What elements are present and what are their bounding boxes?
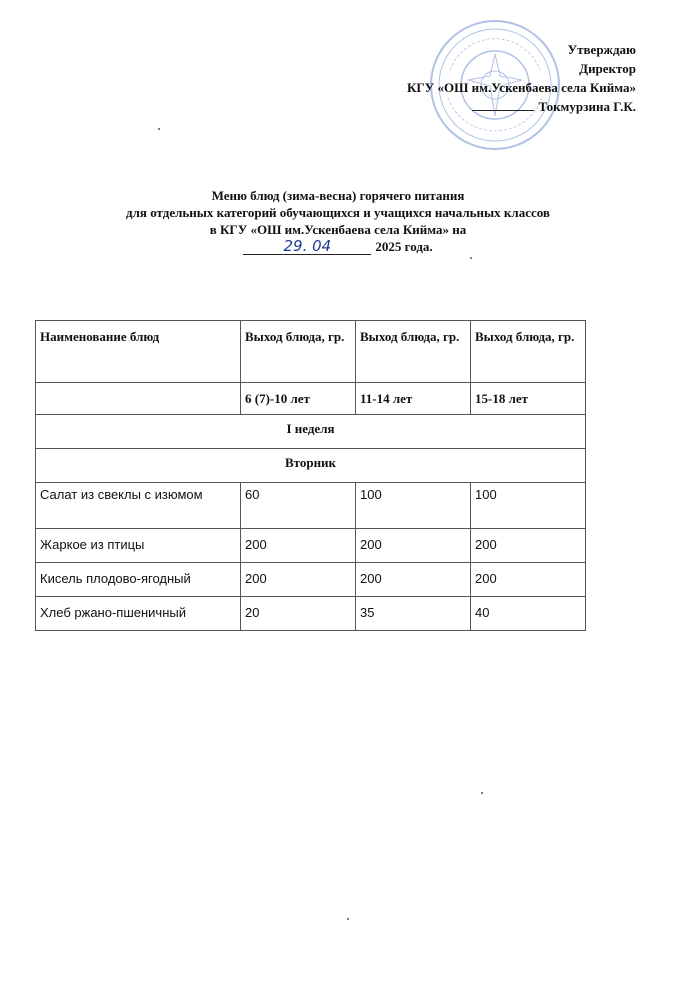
age-empty-cell (36, 383, 241, 415)
dish-name: Кисель плодово-ягодный (36, 563, 241, 597)
table-header-row (36, 321, 586, 383)
portion-value: 40 (471, 597, 586, 631)
menu-table (35, 320, 586, 631)
title-line-2: для отдельных категорий обучающихся и учащихся начальных классов (126, 205, 550, 220)
approval-organization: КГУ «ОШ им.Ускенбаева села Кийма» (406, 80, 636, 95)
header-portion-1: Выход блюда, гр. (241, 321, 356, 383)
title-line-3: в КГУ «ОШ им.Ускенбаева села Кийма» на (209, 222, 467, 237)
age-group-1: 6 (7)-10 лет (241, 383, 356, 415)
handwritten-date: 29. 04 (243, 239, 371, 255)
day-label: Вторник (36, 449, 586, 483)
week-row (36, 415, 586, 449)
approval-signer: Токмурзина Г.К. (538, 99, 636, 114)
age-groups-row (36, 383, 586, 415)
title-date-line (0, 238, 676, 255)
approval-title: Утверждаю (567, 42, 636, 57)
day-row (36, 449, 586, 483)
title-year: 2025 года. (375, 239, 433, 254)
age-group-3: 15-18 лет (471, 383, 586, 415)
title-line-1: Меню блюд (зима-весна) горячего питания (211, 188, 465, 203)
dish-name: Салат из свеклы с изюмом (36, 483, 241, 529)
scan-speck (481, 792, 483, 794)
portion-value: 200 (471, 563, 586, 597)
portion-value: 200 (241, 563, 356, 597)
signature-underline (472, 99, 534, 111)
header-portion-3: Выход блюда, гр. (471, 321, 586, 383)
portion-value: 35 (356, 597, 471, 631)
table-row (36, 483, 586, 529)
portion-value: 20 (241, 597, 356, 631)
portion-value: 200 (356, 529, 471, 563)
scan-speck (470, 257, 472, 259)
week-label: I неделя (36, 415, 586, 449)
approval-position: Директор (579, 61, 636, 76)
scan-speck (347, 918, 349, 920)
table-row (36, 563, 586, 597)
document-title (0, 187, 676, 255)
portion-value: 200 (356, 563, 471, 597)
header-portion-2: Выход блюда, гр. (356, 321, 471, 383)
header-dish-name: Наименование блюд (36, 321, 241, 383)
table-row (36, 529, 586, 563)
portion-value: 200 (241, 529, 356, 563)
approval-block (407, 40, 636, 116)
dish-name: Жаркое из птицы (36, 529, 241, 563)
dish-name: Хлеб ржано-пшеничный (36, 597, 241, 631)
portion-value: 200 (471, 529, 586, 563)
portion-value: 100 (471, 483, 586, 529)
scan-speck (158, 128, 160, 130)
age-group-2: 11-14 лет (356, 383, 471, 415)
table-row (36, 597, 586, 631)
portion-value: 60 (241, 483, 356, 529)
portion-value: 100 (356, 483, 471, 529)
approval-signature-line (407, 97, 636, 116)
